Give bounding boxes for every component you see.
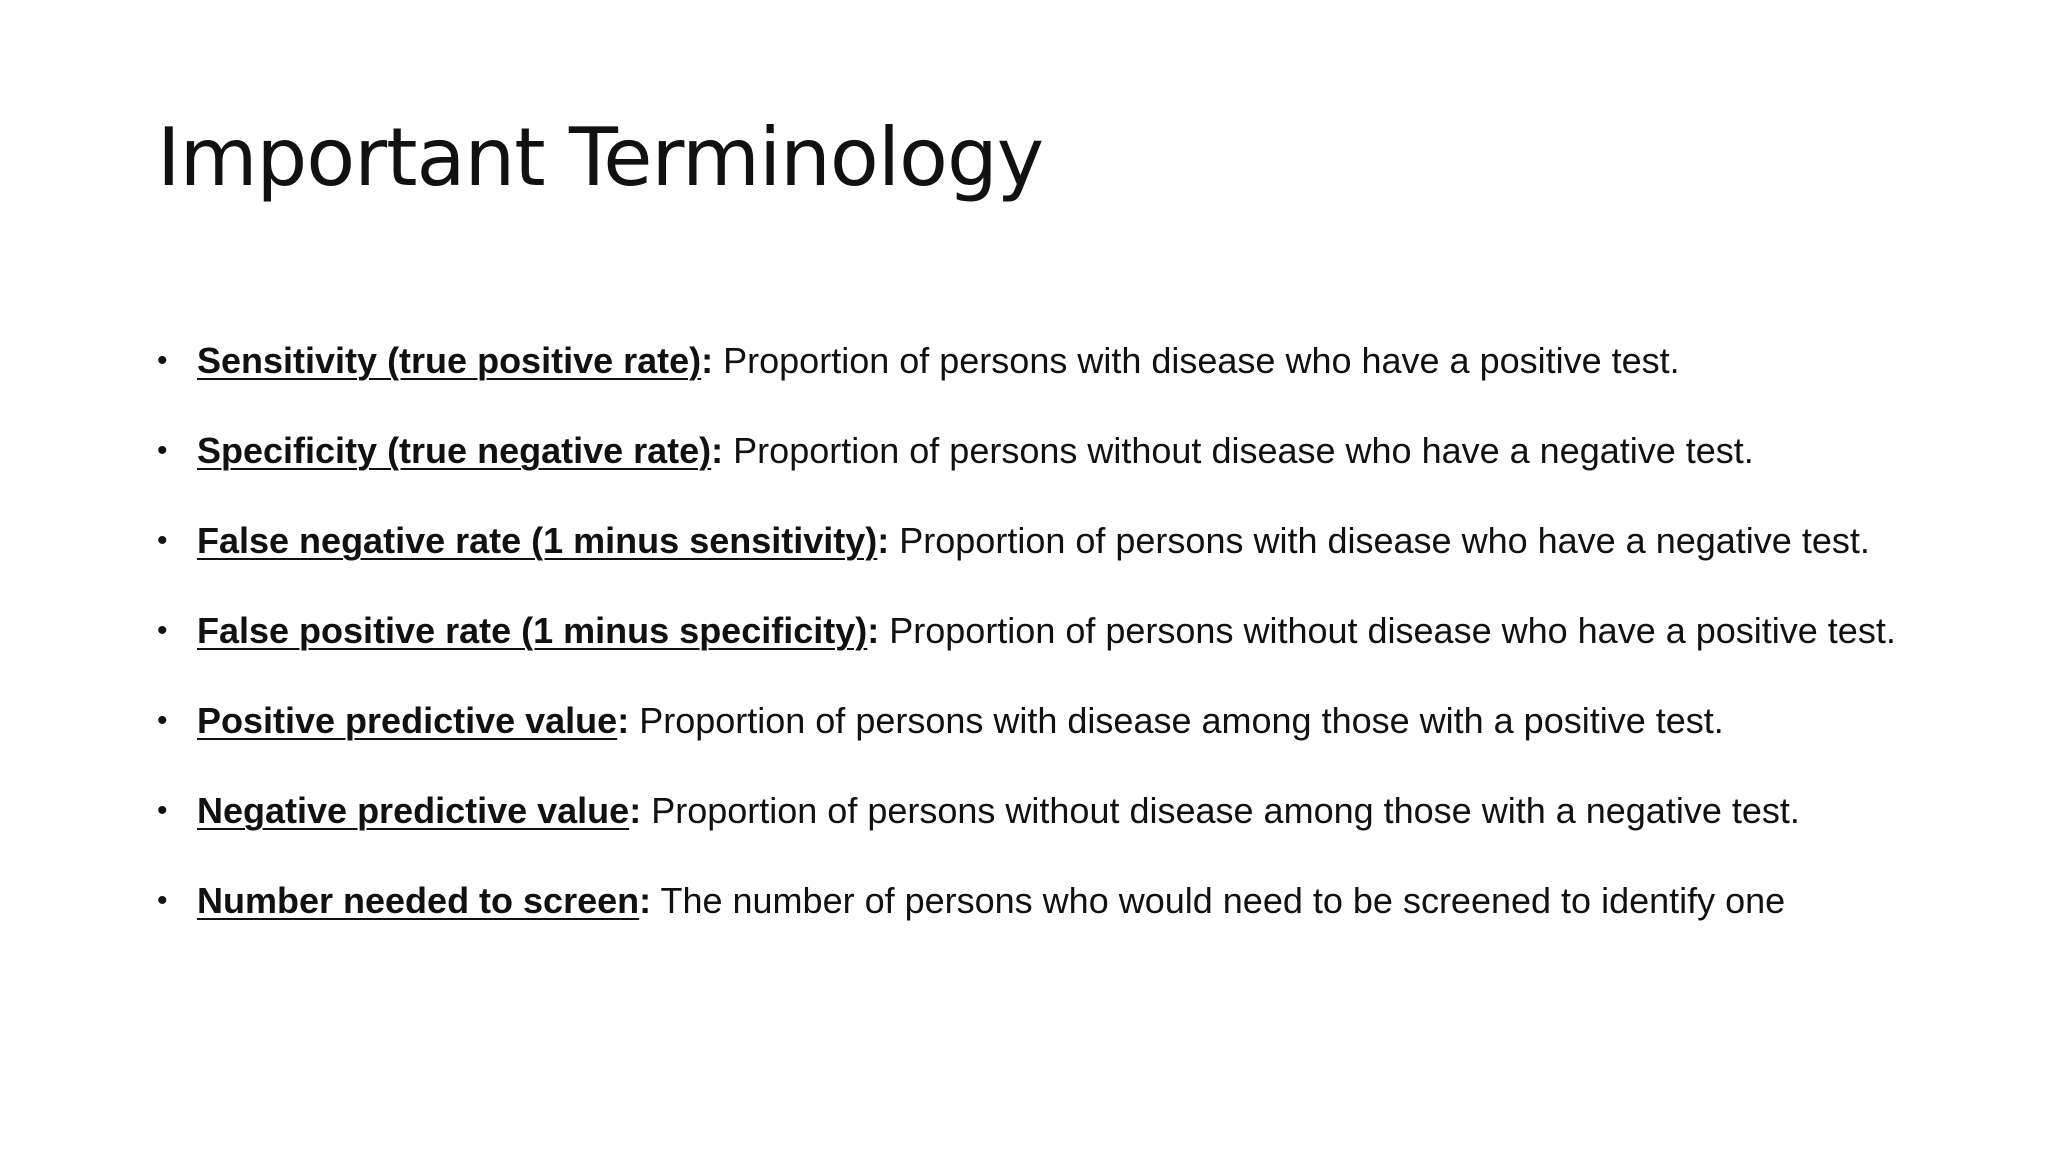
- slide-title: Important Terminology: [157, 111, 1044, 204]
- term-label: False positive rate (1 minus specificity): [197, 610, 868, 651]
- term-sensitivity: [157, 326, 1917, 395]
- term-negative-predictive-value: [157, 776, 1917, 845]
- term-label: False negative rate (1 minus sensitivity): [197, 520, 878, 561]
- term-definition: The number of persons who would need to be screened to identify one: [651, 880, 1786, 921]
- term-separator: :: [629, 790, 642, 831]
- bullet-icon: •: [157, 884, 168, 917]
- term-separator: :: [617, 700, 630, 741]
- term-positive-predictive-value: [157, 686, 1917, 755]
- term-false-positive-rate: [157, 596, 1917, 665]
- term-separator: :: [639, 880, 652, 921]
- bullet-icon: •: [157, 434, 168, 467]
- term-label: Sensitivity (true positive rate): [197, 340, 702, 381]
- terminology-list: [157, 326, 1917, 956]
- bullet-icon: •: [157, 344, 168, 377]
- term-number-needed-to-screen: [157, 866, 1917, 935]
- bullet-icon: •: [157, 614, 168, 647]
- bullet-icon: •: [157, 794, 168, 827]
- term-definition: Proportion of persons without disease who have a negative test.: [723, 430, 1754, 471]
- term-separator: :: [701, 340, 714, 381]
- term-separator: :: [867, 610, 880, 651]
- term-definition: Proportion of persons with disease among those with a positive test.: [629, 700, 1724, 741]
- bullet-icon: •: [157, 704, 168, 737]
- term-definition: Proportion of persons without disease who have a positive test.: [879, 610, 1896, 651]
- term-definition: Proportion of persons with disease who have a positive test.: [713, 340, 1680, 381]
- term-specificity: [157, 416, 1917, 485]
- term-label: Positive predictive value: [197, 700, 618, 741]
- term-separator: :: [877, 520, 890, 561]
- term-label: Negative predictive value: [197, 790, 630, 831]
- term-label: Specificity (true negative rate): [197, 430, 712, 471]
- term-label: Number needed to screen: [197, 880, 640, 921]
- term-definition: Proportion of persons without disease among those with a negative test.: [641, 790, 1800, 831]
- term-definition: Proportion of persons with disease who have a negative test.: [889, 520, 1870, 561]
- bullet-icon: •: [157, 524, 168, 557]
- term-false-negative-rate: [157, 506, 1917, 575]
- term-separator: :: [711, 430, 724, 471]
